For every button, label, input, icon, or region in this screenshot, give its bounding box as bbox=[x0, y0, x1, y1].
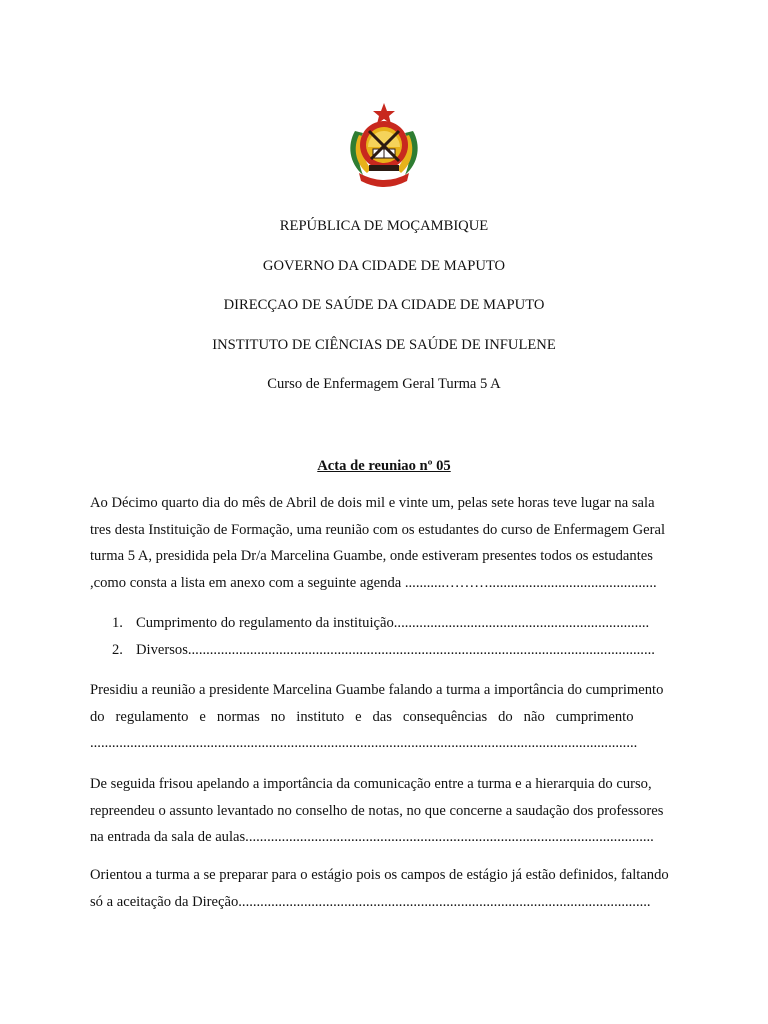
list-item-text: Cumprimento do regulamento da instituição...................................................................... bbox=[136, 615, 650, 631]
paragraph-line: Ao Décimo quarto dia do mês de Abril de dois mil e vinte um, pelas sete horas teve lugar na sala bbox=[90, 495, 655, 511]
paragraph-line: Orientou a turma a se preparar para o estágio pois os campos de estágio já estão definidos, faltando bbox=[90, 867, 669, 883]
list-item bbox=[112, 637, 672, 664]
paragraph-orientou bbox=[90, 862, 680, 915]
paragraph-line: tres desta Instituição de Formação, uma reunião com os estudantes do curso de Enfermagem Geral bbox=[90, 521, 666, 538]
list-item-text: Diversos................................................................................................................................ bbox=[136, 641, 655, 658]
paragraph-seguida bbox=[90, 771, 680, 851]
paragraph-line: do regulamento e normas no instituto e das consequências do não cumprimento bbox=[90, 708, 634, 725]
paragraph-line: repreendeu o assunto levantado no conselho de notas, no que concerne a saudação dos professores bbox=[90, 802, 664, 819]
header-instituto: INSTITUTO DE CIÊNCIAS DE SAÚDE DE INFULENE bbox=[212, 337, 556, 353]
header-republica: REPÚBLICA DE MOÇAMBIQUE bbox=[279, 218, 489, 234]
paragraph-line: só a aceitação da Direção................................................................................................................. bbox=[90, 893, 651, 910]
paragraph-line: turma 5 A, presidida pela Dr/a Marcelina Guambe, onde estiveram presentes todos os estudantes bbox=[90, 548, 653, 565]
paragraph-line: ...................................................................................................................................................... bbox=[90, 735, 638, 752]
paragraph-line: na entrada da sala de aulas................................................................................................................ bbox=[90, 829, 654, 846]
paragraph-opening bbox=[90, 490, 680, 596]
header-direccao: DIRECÇAO DE SAÚDE DA CIDADE DE MAPUTO bbox=[223, 297, 545, 313]
mozambique-coat-of-arms-icon bbox=[343, 101, 425, 187]
list-item bbox=[112, 610, 672, 637]
header-curso: Curso de Enfermagem Geral Turma 5 A bbox=[267, 376, 501, 392]
paragraph-line: Presidiu a reunião a presidente Marcelina Guambe falando a turma a importância do cumprimento bbox=[90, 682, 664, 698]
list-item-number: 2. bbox=[112, 641, 123, 658]
agenda-list bbox=[112, 610, 672, 663]
list-item-number: 1. bbox=[112, 615, 123, 631]
paragraph-line: ,como consta a lista em anexo com a seguinte agenda ...........……….............................................. bbox=[90, 574, 657, 591]
header-governo: GOVERNO DA CIDADE DE MAPUTO bbox=[262, 258, 506, 274]
paragraph-line: De seguida frisou apelando a importância da comunicação entre a turma e a hierarquia do curso, bbox=[90, 776, 652, 792]
paragraph-presidiu bbox=[90, 677, 680, 757]
document-title: Acta de reuniao nº 05 bbox=[317, 458, 451, 474]
